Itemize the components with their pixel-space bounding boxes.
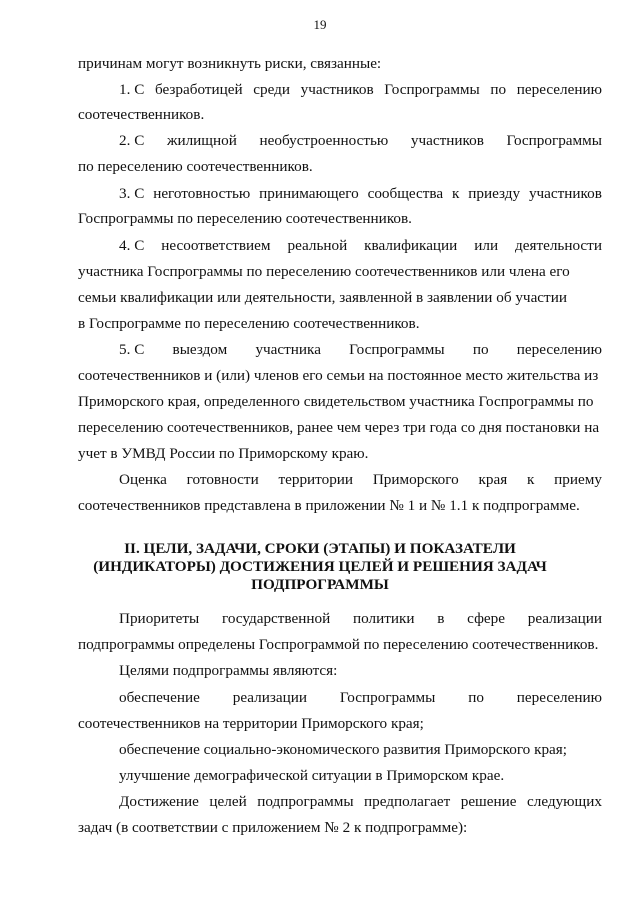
assessment-line-1 [119, 471, 602, 489]
word: 5. С [119, 341, 145, 358]
word: политики [352, 610, 415, 627]
word: участников [528, 185, 602, 202]
risk-item-5-line-3: Приморского края, определенного свидетельством участника Госпрограммы по [78, 393, 594, 410]
word: или [474, 237, 499, 254]
word: участников [300, 81, 374, 98]
risk-item-2-line-1 [119, 132, 602, 150]
assessment-line-2: соотечественников представлена в приложении № 1 и № 1.1 к подпрограмме. [78, 497, 580, 514]
word: 4. С [119, 237, 145, 254]
word: переселению [516, 341, 602, 358]
word: по [490, 81, 507, 98]
word: в [437, 610, 445, 627]
word: территории [278, 471, 354, 488]
goal-1-line-2: соотечественников на территории Приморского края; [78, 715, 424, 732]
priorities-line-1 [119, 610, 602, 628]
word: подпрограммы [257, 793, 354, 810]
word: реализации [527, 610, 602, 627]
word: по [472, 341, 489, 358]
word: безработицей [154, 81, 243, 98]
risk-item-2-line-2: по переселению соотечественников. [78, 158, 313, 175]
word: Приморского [372, 471, 459, 488]
word: реализации [232, 689, 307, 706]
tasks-line-2: задач (в соответствии с приложением № 2 к подпрограмме): [78, 819, 468, 836]
risk-item-1-line-1 [119, 81, 602, 99]
word: переселению [516, 81, 602, 98]
word: необустроенностью [259, 132, 389, 149]
goal-3: улучшение демографической ситуации в Приморском крае. [119, 767, 505, 784]
risk-item-4-line-4: в Госпрограмме по переселению соотечественников. [78, 315, 420, 332]
word: к [526, 471, 535, 488]
section-heading-line-3: ПОДПРОГРАММЫ [251, 576, 389, 593]
word: квалификации [364, 237, 458, 254]
word: приему [554, 471, 602, 488]
word: предполагает [364, 793, 451, 810]
word: по [468, 689, 484, 706]
risk-item-5-line-4: переселению соотечественников, ранее чем через три года со дня постановки на [78, 419, 600, 436]
word: неготовностью [153, 185, 251, 202]
goal-2: обеспечение социально-экономического развития Приморского края; [119, 741, 567, 758]
section-heading-line-1: II. ЦЕЛИ, ЗАДАЧИ, СРОКИ (ЭТАПЫ) И ПОКАЗАТЕЛИ [124, 540, 516, 557]
word: к [452, 185, 460, 202]
word: края [478, 471, 508, 488]
word: следующих [527, 793, 602, 810]
word: участников [410, 132, 484, 149]
word: жилищной [166, 132, 237, 149]
word: приезду [468, 185, 521, 202]
risk-item-4-line-2: участника Госпрограммы по переселению соотечественников или члена его [78, 263, 570, 280]
word: 2. С [119, 132, 145, 149]
risk-item-1-line-2: соотечественников. [78, 106, 205, 123]
word: деятельности [515, 237, 602, 254]
word: Достижение [119, 793, 199, 810]
word: Госпрограммы [506, 132, 602, 149]
risk-item-4-line-1 [119, 237, 602, 255]
risk-item-4-line-3: семьи квалификации или деятельности, заявленной в заявлении об участии [78, 289, 567, 306]
intro-line: причинам могут возникнуть риски, связанные: [78, 55, 382, 72]
word: Приоритеты [119, 610, 200, 627]
word: сфере [467, 610, 505, 627]
goals-intro: Целями подпрограммы являются: [119, 662, 338, 679]
word: участника [255, 341, 321, 358]
word: принимающего [259, 185, 359, 202]
word: Госпрограммы [339, 689, 436, 706]
word: целей [209, 793, 247, 810]
word: переселению [516, 689, 602, 706]
word: Оценка [119, 471, 167, 488]
word: среди [253, 81, 291, 98]
word: государственной [221, 610, 331, 627]
word: Госпрограммы [349, 341, 445, 358]
word: обеспечение [119, 689, 200, 706]
risk-item-3-line-2: Госпрограммы по переселению соотечественников. [78, 210, 412, 227]
word: сообщества [367, 185, 444, 202]
tasks-line-1 [119, 793, 602, 811]
word: реальной [287, 237, 348, 254]
word: 3. С [119, 185, 145, 202]
risk-item-5-line-1 [119, 341, 602, 359]
priorities-line-2: подпрограммы определены Госпрограммой по переселению соотечественников. [78, 636, 599, 653]
risk-item-5-line-2: соотечественников и (или) членов его семьи на постоянное место жительства из [78, 367, 599, 384]
word: решение [460, 793, 517, 810]
section-heading-line-2: (ИНДИКАТОРЫ) ДОСТИЖЕНИЯ ЦЕЛЕЙ И РЕШЕНИЯ ЗАДАЧ [93, 558, 547, 575]
word: выездом [172, 341, 228, 358]
page-number: 19 [313, 17, 327, 32]
risk-item-5-line-5: учет в УМВД России по Приморскому краю. [78, 445, 369, 462]
word: несоответствием [161, 237, 271, 254]
word: готовности [186, 471, 259, 488]
goal-1-line-1 [119, 689, 602, 707]
word: 1. С [119, 81, 145, 98]
risk-item-3-line-1 [119, 185, 602, 203]
word: Госпрограммы [384, 81, 480, 98]
